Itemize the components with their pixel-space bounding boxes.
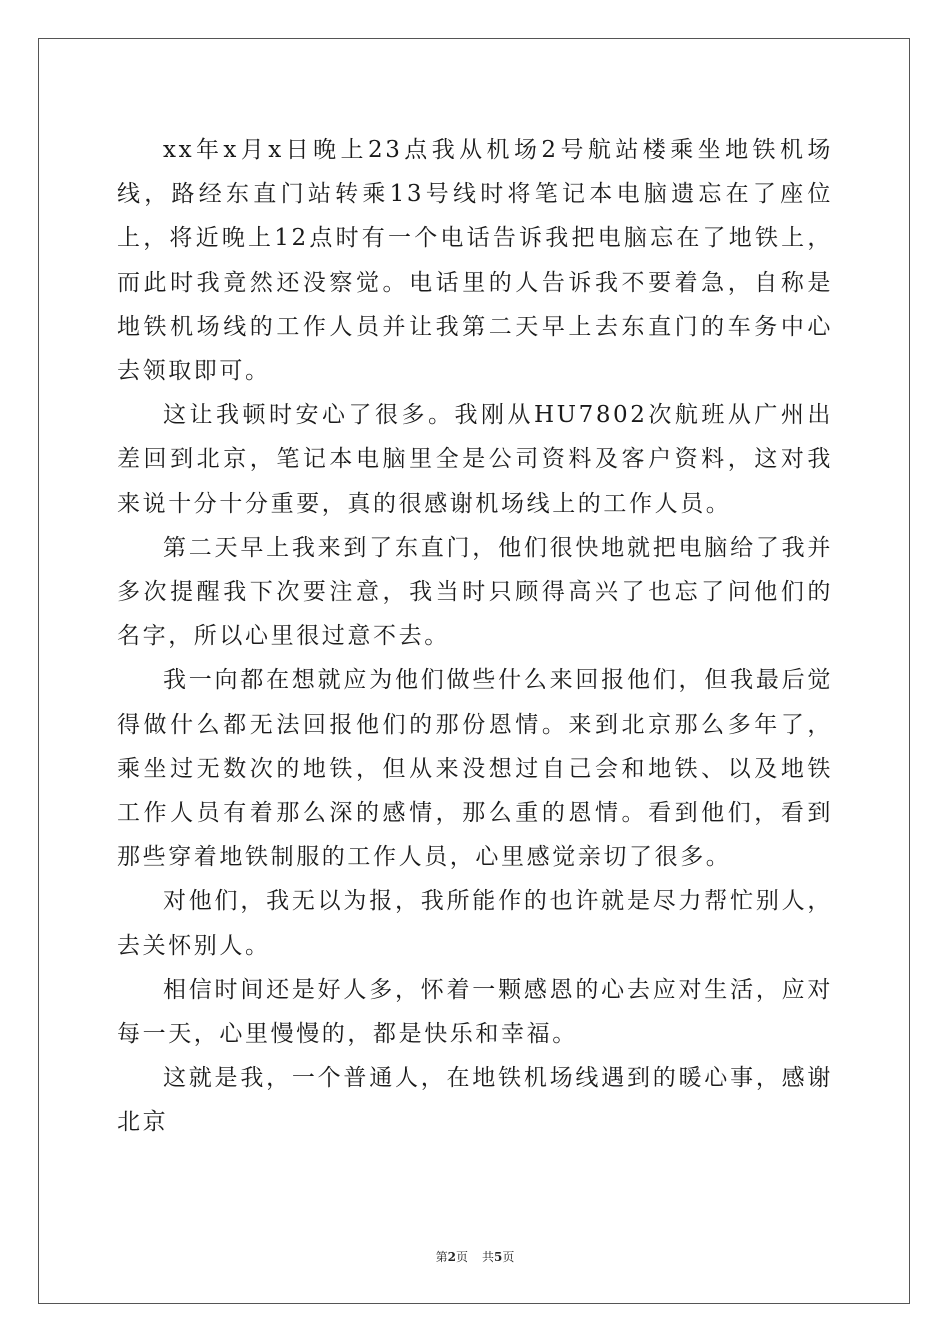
document-body	[117, 128, 833, 1145]
page-total: 共5页	[482, 1250, 515, 1264]
paragraph-2: 这让我顿时安心了很多。我刚从HU7802次航班从广州出差回到北京，笔记本电脑里全是公司资料及客户资料，这对我来说十分十分重要，真的很感谢机场线上的工作人员。	[117, 402, 833, 517]
page-footer	[0, 1248, 950, 1265]
paragraph-3: 第二天早上我来到了东直门，他们很快地就把电脑给了我并多次提醒我下次要注意，我当时只顾得高兴了也忘了问他们的名字，所以心里很过意不去。	[117, 534, 833, 650]
paragraph-6: 相信时间还是好人多，怀着一颗感恩的心去应对生活，应对每一天，心里慢慢的，都是快乐和幸福。	[117, 976, 833, 1048]
paragraph-7: 这就是我，一个普通人，在地铁机场线遇到的暖心事，感谢北京	[117, 1065, 833, 1136]
paragraph-5: 对他们，我无以为报，我所能作的也许就是尽力帮忙别人，去关怀别人。	[117, 888, 833, 959]
paragraph-4: 我一向都在想就应为他们做些什么来回报他们，但我最后觉得做什么都无法回报他们的那份恩情。来到北京那么多年了，乘坐过无数次的地铁，但从来没想过自己会和地铁、以及地铁工作人员有着那么深的感情，那么重的恩情。看到他们，看到那些穿着地铁制服的工作人员，心里感觉亲切了很多。	[117, 667, 833, 871]
page-number: 第2页	[435, 1250, 468, 1264]
paragraph-1: xx年x月x日晚上23点我从机场2号航站楼乘坐地铁机场线，路经东直门站转乘13号线时将笔记本电脑遗忘在了座位上，将近晚上12点时有一个电话告诉我把电脑忘在了地铁上，而此时我竟然还没察觉。电话里的人告诉我不要着急，自称是地铁机场线的工作人员并让我第二天早上去东直门的车务中心去领取即可。	[117, 137, 833, 385]
